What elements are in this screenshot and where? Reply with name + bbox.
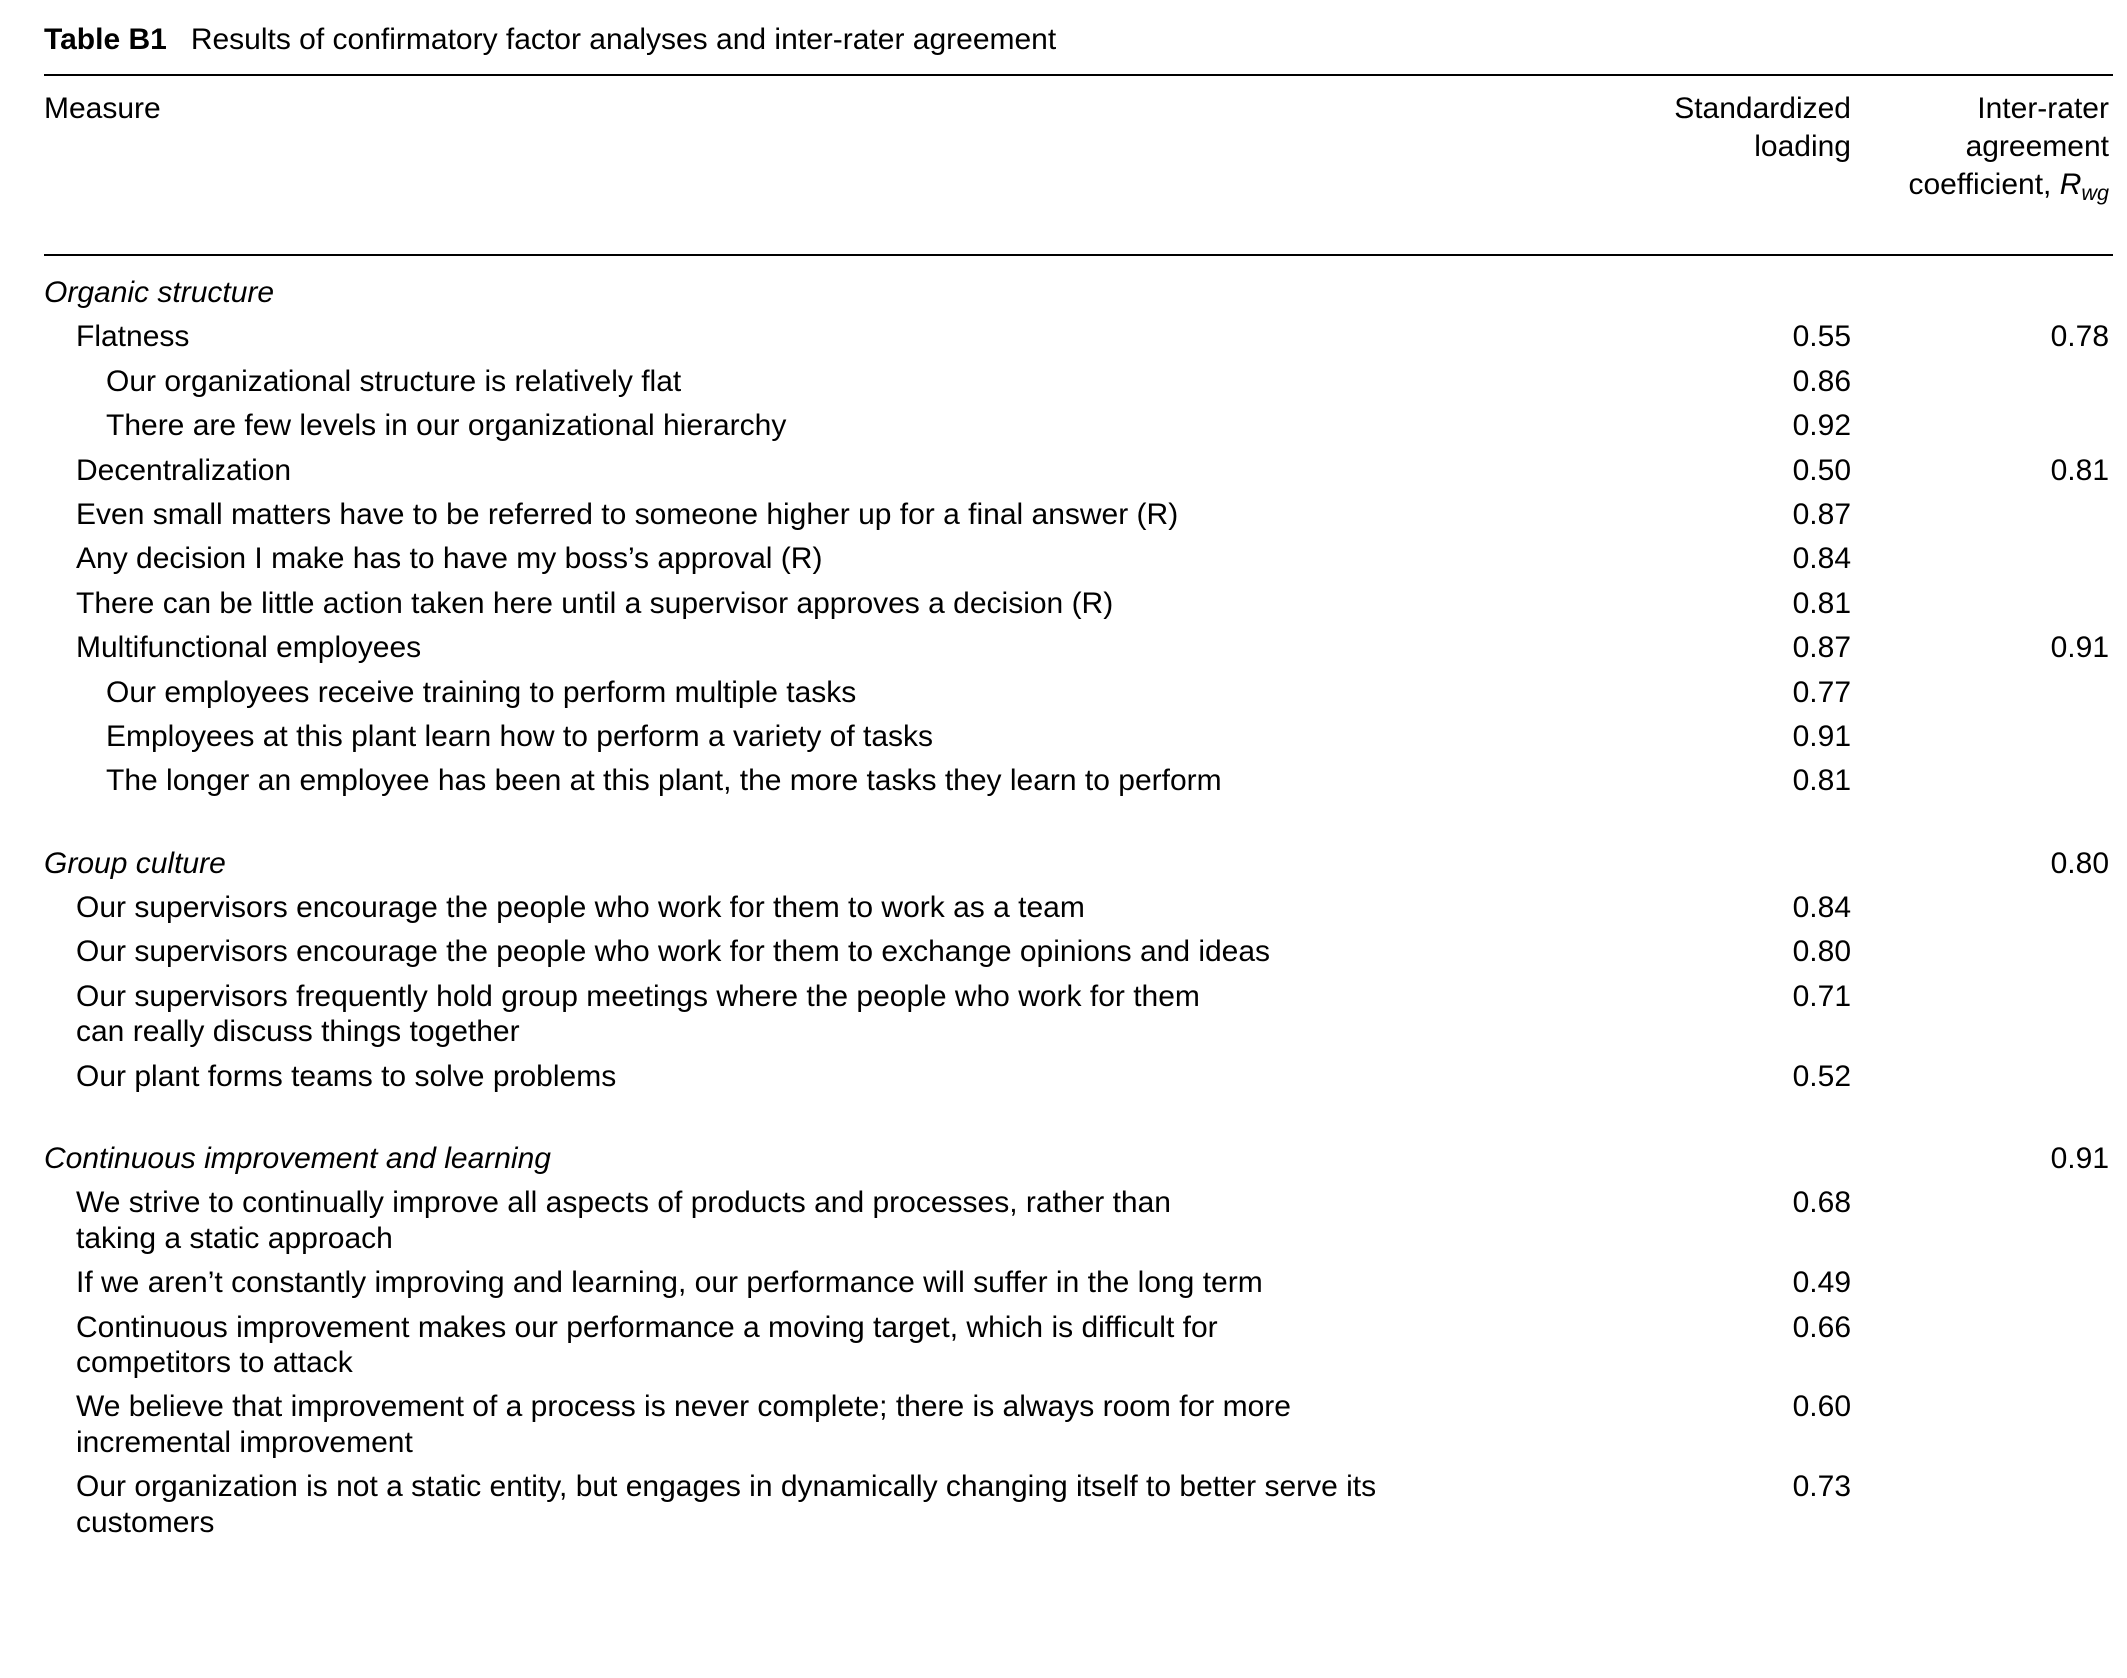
table-row [44,401,2113,445]
inter-rater-value [1859,1052,2113,1061]
standardized-loading-value [1615,1134,1859,1143]
standardized-loading-value: 0.86 [1792,364,1851,398]
row-label-line: Group culture [44,846,226,880]
table-row [44,756,2113,800]
row-label-line: There are few levels in our organizational hierarchy [106,409,787,443]
rwg-symbol-r: R [2059,168,2082,202]
standardized-loading-value: 0.91 [1792,719,1851,753]
row-label [44,1303,1615,1383]
row-label-line: Our employees receive training to perform multiple tasks [106,675,857,709]
row-label-line: Continuous improvement makes our performance a moving target, which is difficult for [76,1310,1218,1344]
row-label-line: Our organization is not a static entity, but engages in dynamically changing itself to better serve its [76,1470,1377,1504]
standardized-loading-value: 0.87 [1792,497,1851,531]
row-label-line: Our supervisors frequently hold group meetings where the people who work for them [76,979,1200,1013]
table-row [44,972,2113,1052]
row-label-line: Our organizational structure is relatively flat [106,364,682,398]
standardized-loading-value: 0.81 [1792,586,1851,620]
row-label [44,972,1615,1052]
section-title [44,268,1615,312]
row-label [44,1052,1615,1096]
inter-rater-value [1859,756,2113,765]
table-caption-text: Results of confirmatory factor analyses and inter-rater agreement [190,23,1057,56]
table-row [44,1462,2113,1542]
rwg-symbol [2059,168,2109,206]
row-label-line: Any decision I make has to have my boss’s approval (R) [76,542,823,576]
standardized-loading-value: 0.92 [1792,409,1851,443]
row-label-indented [44,401,1615,445]
row-label [44,927,1615,971]
standardized-loading-value: 0.49 [1792,1266,1851,1300]
row-label-line: We strive to continually improve all aspects of products and processes, rather than [76,1186,1171,1220]
table-row [44,1258,2113,1302]
section-header-row [44,268,2113,312]
standardized-loading-value: 0.84 [1792,891,1851,925]
standardized-loading-value: 0.68 [1792,1186,1851,1220]
standardized-loading-value: 0.66 [1792,1310,1851,1344]
table-caption [44,0,2113,74]
standardized-loading-value: 0.80 [1792,935,1851,969]
row-label-line: Our plant forms teams to solve problems [76,1059,617,1093]
table-row [44,490,2113,534]
standardized-loading-value: 0.73 [1792,1470,1851,1504]
column-header-inter-rater [1859,88,2113,204]
rwg-symbol-sub: wg [2081,180,2109,206]
table-row [44,623,2113,667]
table-row [44,1303,2113,1383]
inter-rater-value [1859,1178,2113,1187]
standardized-loading-value [1615,839,1859,848]
inter-rater-value [1859,534,2113,543]
row-label [44,623,1615,667]
inter-rater-value: 0.91 [2050,1142,2109,1176]
row-label-line: Organic structure [44,276,275,309]
table-row [44,534,2113,578]
row-label [44,534,1615,578]
inter-rater-value: 0.80 [2050,846,2109,880]
inter-rater-value: 0.78 [2050,320,2109,354]
section-header-row [44,1134,2113,1178]
inter-rater-value [1859,490,2113,499]
row-label-line: taking a static approach [76,1221,393,1255]
table-header-row [44,76,2113,254]
row-label-line: Continuous improvement and learning [44,1142,551,1176]
standardized-loading-value: 0.50 [1792,453,1851,487]
inter-rater-value [1859,883,2113,892]
table-row [44,668,2113,712]
table-caption-label: Table B1 [44,23,167,56]
row-label-line: Decentralization [76,453,292,487]
table-row [44,312,2113,356]
inter-rater-value [1859,668,2113,677]
inter-rater-value [1859,927,2113,936]
section-header-row [44,839,2113,883]
row-label-indented [44,668,1615,712]
row-label-line: customers [76,1505,215,1539]
inter-rater-value [1859,1462,2113,1471]
row-label [44,883,1615,927]
inter-rater-value [1859,401,2113,410]
row-label-line: The longer an employee has been at this plant, the more tasks they learn to perform [106,764,1222,798]
inter-rater-value: 0.81 [2050,453,2109,487]
standardized-loading-value: 0.81 [1792,764,1851,798]
row-label [44,490,1615,534]
row-label-line: Our supervisors encourage the people who work for them to exchange opinions and ideas [76,935,1271,969]
standardized-loading-value: 0.87 [1792,631,1851,665]
table-body [44,256,2113,1542]
section-spacer [44,801,2113,839]
section-spacer [44,1096,2113,1134]
row-label [44,1258,1615,1302]
table-row [44,927,2113,971]
column-header-measure: Measure [44,92,161,125]
row-label [44,1382,1615,1462]
table-row [44,712,2113,756]
row-label-indented [44,756,1615,800]
inter-rater-value [1859,1382,2113,1391]
section-title [44,1134,1615,1178]
table-row [44,1052,2113,1096]
row-label [44,446,1615,490]
standardized-loading-value: 0.52 [1792,1059,1851,1093]
row-label-line: Multifunctional employees [76,631,422,665]
row-label-line: There can be little action taken here until a supervisor approves a decision (R) [76,586,1114,620]
column-header-inter-rater-text: Inter-rater agreement coefficient, [1908,92,2109,202]
table-row [44,446,2113,490]
table-row [44,883,2113,927]
standardized-loading-value: 0.55 [1792,320,1851,354]
table-row [44,1382,2113,1462]
inter-rater-value [1859,712,2113,721]
inter-rater-value [1859,357,2113,366]
standardized-loading-value: 0.84 [1792,542,1851,576]
table-row [44,1178,2113,1258]
row-label-line: Flatness [76,320,190,354]
inter-rater-value [1859,1303,2113,1312]
inter-rater-value [1859,972,2113,981]
row-label-line: Employees at this plant learn how to perform a variety of tasks [106,719,934,753]
row-label-line: We believe that improvement of a process is never complete; there is always room for more [76,1390,1291,1424]
section-title [44,839,1615,883]
column-header-standardized-loading: Standardized loading [1674,92,1851,164]
standardized-loading-value: 0.77 [1792,675,1851,709]
standardized-loading-value: 0.60 [1792,1390,1851,1424]
row-label-indented [44,712,1615,756]
inter-rater-value [1859,268,2113,277]
inter-rater-value: 0.91 [2050,631,2109,665]
inter-rater-value [1859,579,2113,588]
row-label [44,312,1615,356]
row-label [44,1178,1615,1258]
row-label [44,1462,1615,1542]
inter-rater-value [1859,1258,2113,1267]
row-label-line: competitors to attack [76,1345,353,1379]
row-label-line: If we aren’t constantly improving and learning, our performance will suffer in the long term [76,1266,1263,1300]
standardized-loading-value [1615,268,1859,277]
table-row [44,579,2113,623]
row-label-indented [44,357,1615,401]
standardized-loading-value: 0.71 [1792,979,1851,1013]
row-label-line: Even small matters have to be referred to someone higher up for a final answer (R) [76,497,1179,531]
table-row [44,357,2113,401]
row-label-line: can really discuss things together [76,1015,520,1049]
row-label-line: incremental improvement [76,1425,413,1459]
row-label-line: Our supervisors encourage the people who work for them to work as a team [76,891,1085,925]
row-label [44,579,1615,623]
